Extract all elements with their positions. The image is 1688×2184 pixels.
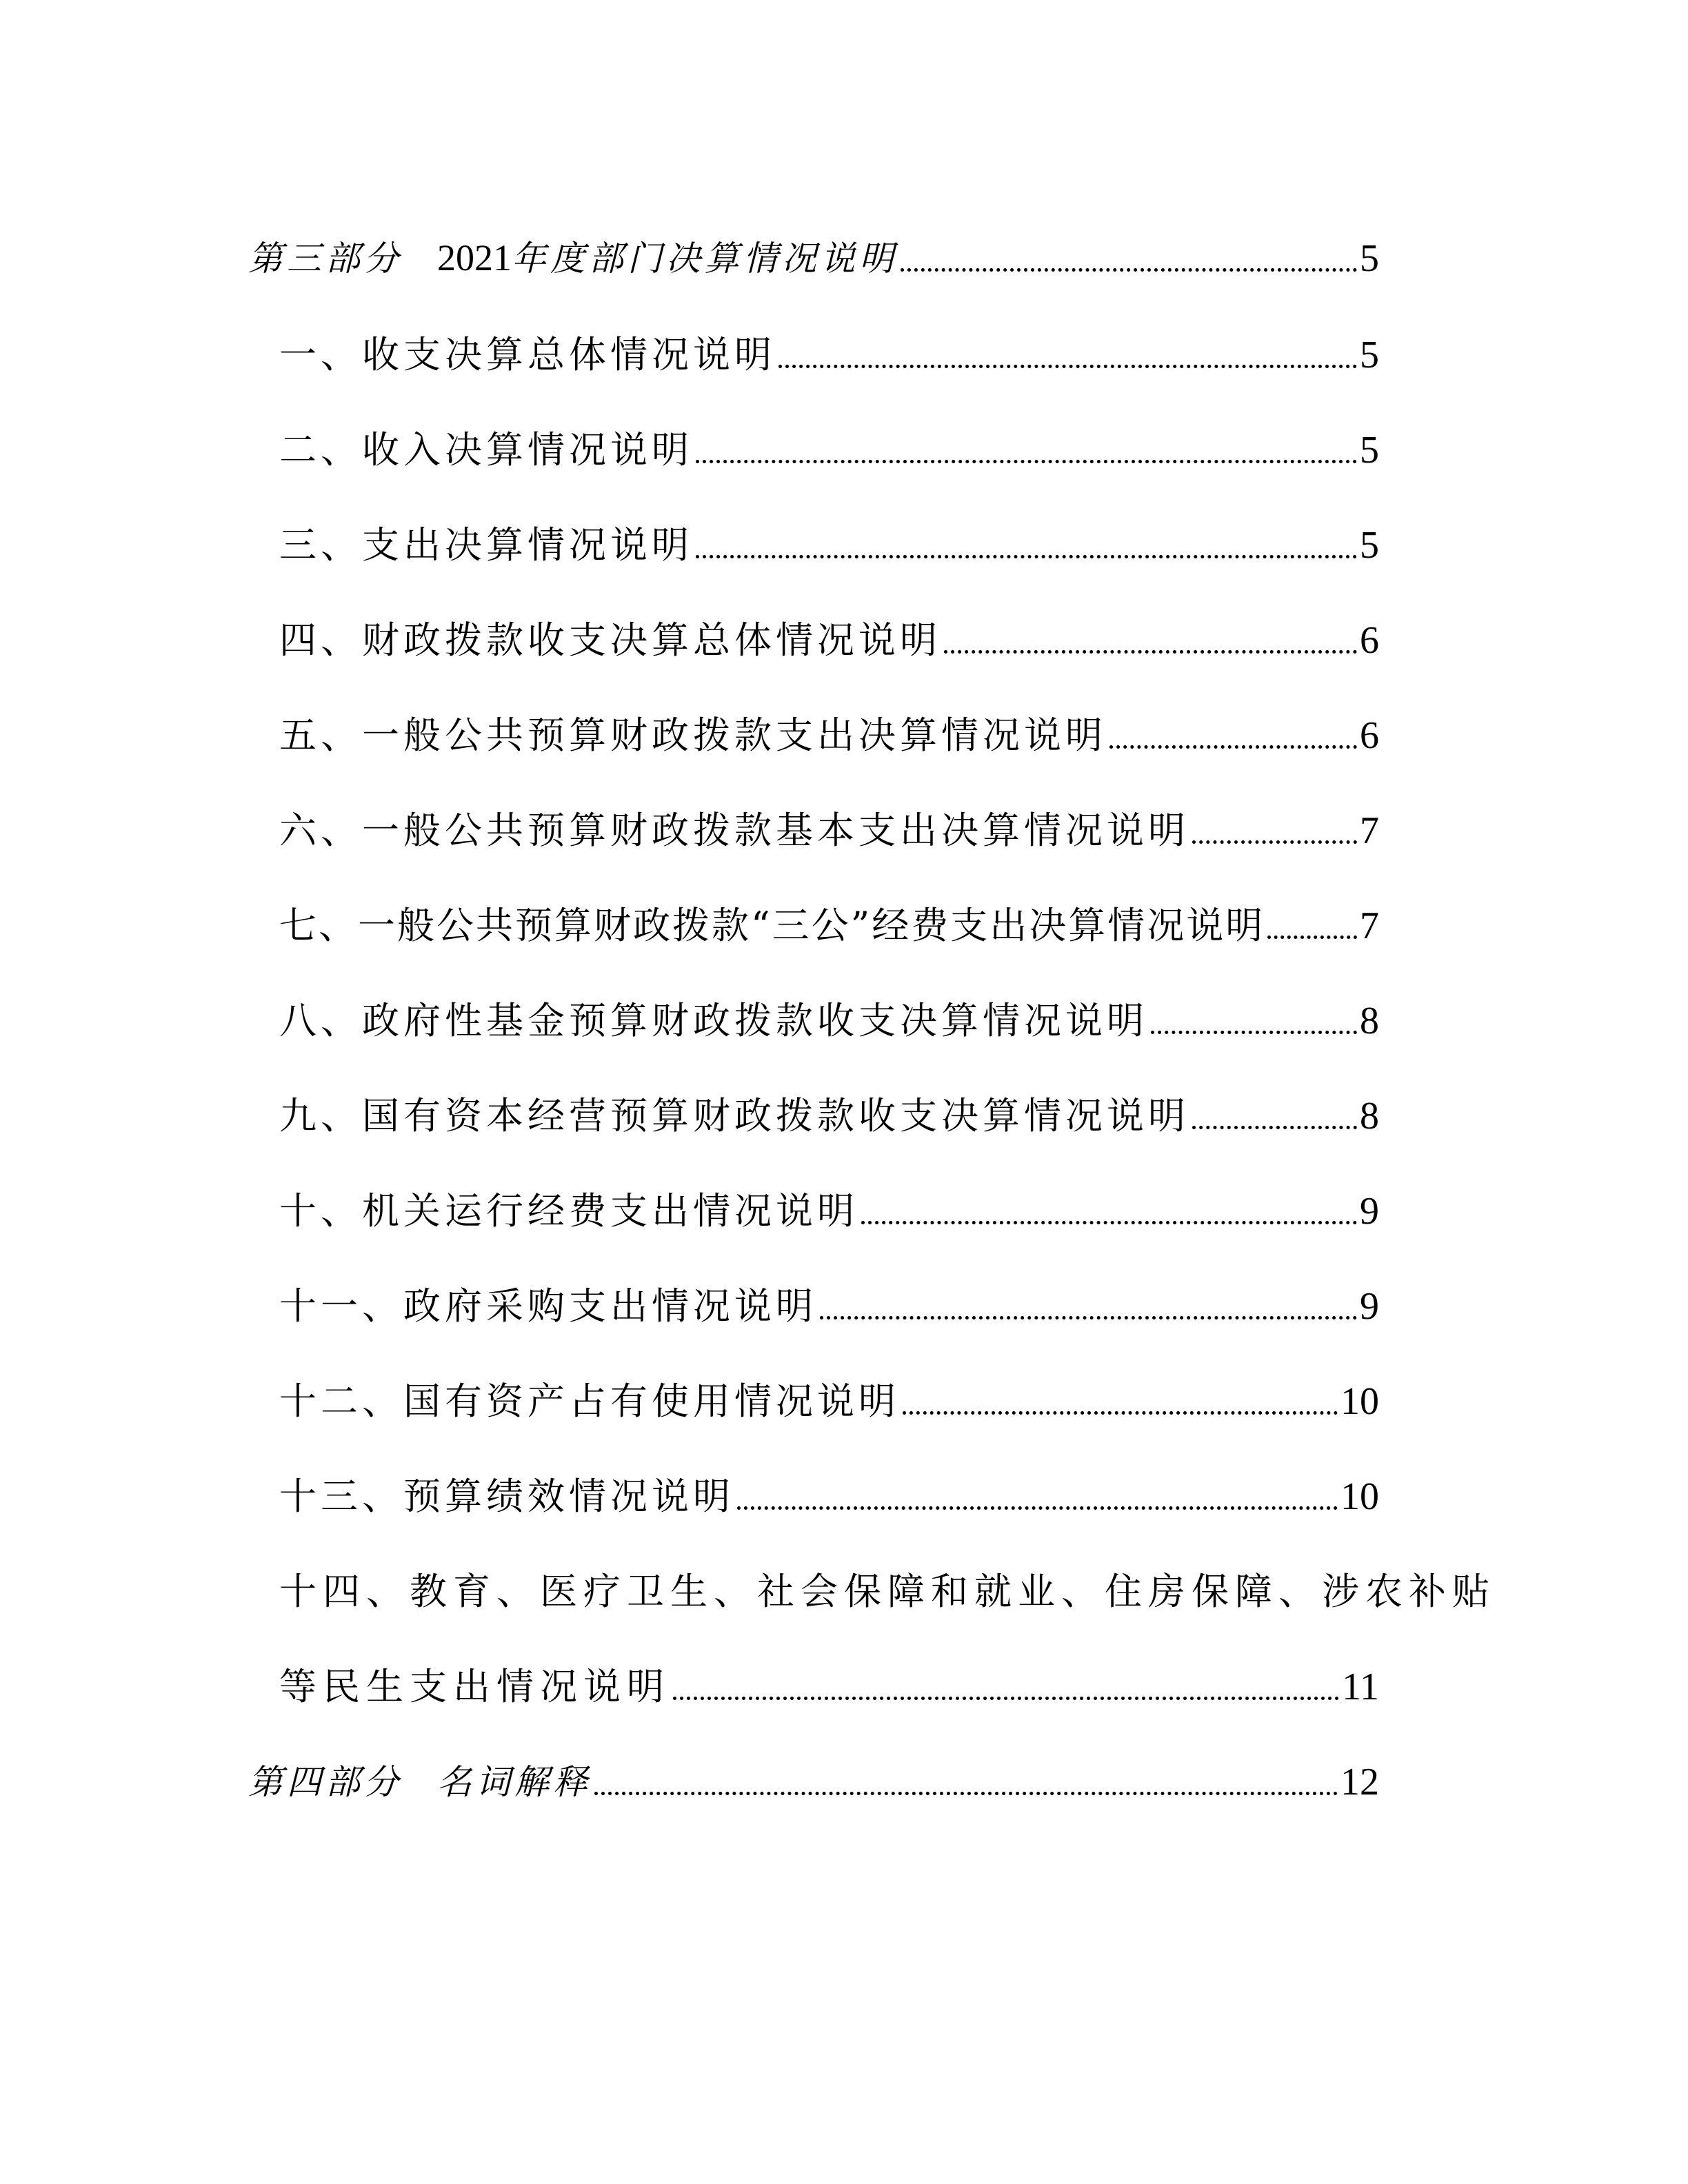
toc-item-title: 十一、政府采购支出情况说明 [279, 1284, 817, 1328]
toc-item[interactable] [279, 1275, 1379, 1337]
toc-part4-line[interactable] [248, 1751, 1379, 1813]
toc-page-number: 12 [1340, 1761, 1379, 1803]
dot-leader [903, 1371, 1338, 1433]
toc-item[interactable] [279, 800, 1379, 862]
toc-item-14-line2[interactable] [279, 1656, 1379, 1718]
toc-item[interactable] [279, 1371, 1379, 1433]
toc-part4-title [248, 1751, 592, 1813]
toc-page-number: 9 [1360, 1285, 1379, 1328]
toc-item-title: 十二、国有资产占有使用情况说明 [279, 1379, 900, 1423]
toc-item[interactable] [279, 895, 1379, 957]
toc-page-number: 10 [1340, 1475, 1379, 1518]
toc-item-14-line1[interactable]: 十四、教育、医疗卫生、社会保障和就业、住房保障、涉农补贴 [279, 1570, 1496, 1613]
dot-leader [1109, 705, 1357, 767]
toc-item-title: 三、支出决算情况说明 [279, 523, 693, 567]
dot-leader [696, 514, 1357, 576]
dot-leader [673, 1656, 1339, 1718]
toc-page-number: 7 [1360, 809, 1379, 852]
toc-item-title: 二、收入决算情况说明 [279, 428, 693, 472]
toc-item[interactable] [279, 1180, 1379, 1242]
toc-item[interactable] [279, 609, 1379, 671]
toc-page-number: 8 [1360, 1095, 1379, 1138]
toc-item-title: 七、一般公共预算财政拨款“三公”经费支出决算情况说明 [279, 904, 1265, 947]
dot-leader [696, 419, 1357, 481]
dot-leader [901, 228, 1357, 290]
dot-leader [820, 1275, 1357, 1337]
toc-page-number: 6 [1360, 714, 1379, 757]
toc-item[interactable] [279, 324, 1379, 386]
toc-item-title: 六、一般公共预算财政拨款基本支出决算情况说明 [279, 809, 1189, 852]
dot-leader [778, 324, 1357, 386]
toc-part3-title [248, 227, 898, 290]
toc-page-number: 8 [1360, 1000, 1379, 1042]
toc-page-number: 9 [1360, 1190, 1379, 1233]
toc-item[interactable] [279, 990, 1379, 1052]
dot-leader [594, 1751, 1338, 1813]
toc-page-number: 6 [1360, 619, 1379, 662]
toc-page-number: 10 [1340, 1380, 1379, 1423]
toc-item[interactable] [279, 705, 1379, 767]
toc-item[interactable] [279, 1085, 1379, 1147]
toc-item-title: 等民生支出情况说明 [279, 1665, 670, 1708]
toc-item-title: 十三、预算绩效情况说明 [279, 1475, 734, 1518]
dot-leader [1267, 895, 1357, 957]
toc-item-title: 一、收支决算总体情况说明 [279, 333, 776, 376]
toc-page-number: 5 [1360, 237, 1379, 280]
toc-item-title: 五、一般公共预算财政拨款支出决算情况说明 [279, 714, 1107, 757]
toc-part4-heading: 名词解释 [437, 1762, 592, 1802]
toc-part3-year: 2021 [437, 237, 512, 279]
dot-leader [737, 1466, 1338, 1528]
toc-page-number: 5 [1360, 524, 1379, 567]
toc-part3-label: 第三部分 [248, 239, 403, 279]
toc-page-number: 5 [1360, 429, 1379, 472]
toc-item[interactable] [279, 419, 1379, 481]
toc-page-number: 5 [1360, 334, 1379, 376]
dot-leader [1192, 1085, 1357, 1147]
toc-item[interactable] [279, 1466, 1379, 1528]
toc-item-title: 十、机关运行经费支出情况说明 [279, 1189, 858, 1233]
toc-page-number: 7 [1360, 904, 1379, 947]
toc-part4-label: 第四部分 [248, 1762, 403, 1802]
toc-part3-heading: 年度部门决算情况说明 [512, 239, 898, 279]
dot-leader [1151, 990, 1357, 1052]
toc-item-title: 四、财政拨款收支决算总体情况说明 [279, 618, 941, 662]
toc-part3-line[interactable] [248, 228, 1379, 290]
toc-page-number: 11 [1342, 1666, 1379, 1708]
toc-item-title: 九、国有资本经营预算财政拨款收支决算情况说明 [279, 1094, 1189, 1138]
dot-leader [944, 609, 1357, 671]
dot-leader [1192, 800, 1357, 862]
toc-item-title: 八、政府性基金预算财政拨款收支决算情况说明 [279, 999, 1148, 1042]
toc-item[interactable] [279, 514, 1379, 576]
dot-leader [861, 1180, 1357, 1242]
